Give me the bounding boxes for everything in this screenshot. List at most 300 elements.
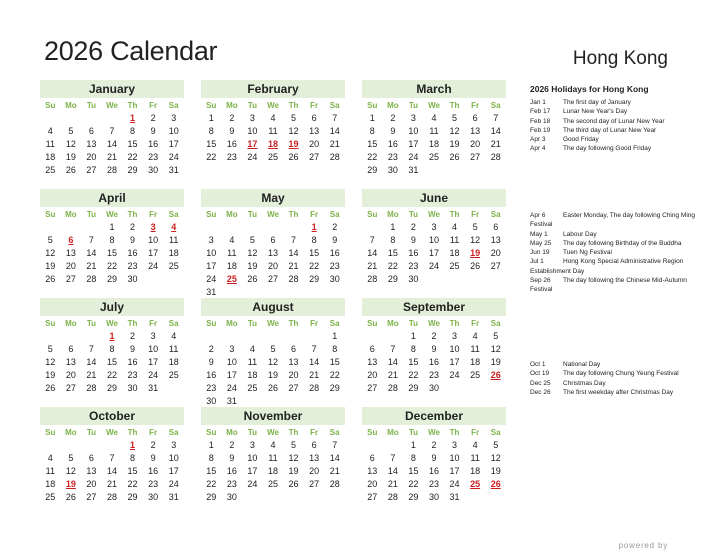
day-cell: 7	[109, 126, 115, 136]
day-cell: 5	[291, 440, 297, 450]
day-cell: 19	[45, 370, 56, 380]
day-cell: 24	[408, 152, 419, 162]
weekday-label: Tu	[86, 319, 97, 328]
day-cell: 23	[148, 152, 159, 162]
day-cell: 19	[45, 261, 56, 271]
day-cell: 13	[267, 248, 278, 258]
day-cell: 8	[410, 453, 416, 463]
day-cell: 25	[267, 479, 278, 489]
day-cell: 31	[206, 287, 217, 297]
month-header: April	[40, 189, 184, 207]
day-cell: 2	[150, 440, 156, 450]
day-cell: 21	[387, 370, 398, 380]
weekday-label: Sa	[490, 101, 501, 110]
day-cell: 24	[168, 152, 179, 162]
day-cell: 9	[150, 453, 156, 463]
day-cell: 26	[45, 274, 56, 284]
day-cell: 19	[490, 357, 501, 367]
day-cell: 1	[369, 113, 375, 123]
weekday-label: Fr	[471, 101, 480, 110]
day-cell: 12	[267, 357, 278, 367]
day-cell: 15	[408, 357, 419, 367]
day-cell: 18	[168, 357, 179, 367]
day-cell: 2	[390, 113, 396, 123]
day-cell: 11	[45, 466, 55, 476]
day-cell: 10	[428, 235, 439, 245]
day-cell: 10	[148, 344, 159, 354]
holiday-name: The third day of Lunar New Year	[563, 126, 657, 134]
holiday-entry	[530, 211, 710, 230]
weekday-label: Th	[288, 210, 299, 219]
day-cell: 25	[449, 261, 460, 271]
month-header: October	[40, 407, 184, 425]
holiday-entry	[530, 388, 710, 397]
day-cell: 3	[452, 331, 458, 341]
day-cell: 14	[387, 357, 398, 367]
month-may	[201, 189, 345, 299]
day-cell: 13	[65, 357, 76, 367]
weekday-label: Sa	[490, 319, 501, 328]
day-cell: 12	[470, 235, 481, 245]
day-cell: 16	[428, 357, 439, 367]
day-cell: 22	[206, 152, 217, 162]
holiday-date: Oct 1	[530, 361, 546, 368]
empty-day-cell	[304, 330, 325, 343]
day-cell: 2	[229, 440, 235, 450]
month-header: January	[40, 80, 184, 98]
day-cell: 12	[490, 453, 501, 463]
day-cell: 5	[47, 235, 53, 245]
day-cell: 11	[429, 126, 439, 136]
day-cell: 7	[109, 453, 115, 463]
day-cell: 30	[127, 383, 138, 393]
holiday-day-cell: 3	[150, 222, 156, 232]
weekday-label: Sa	[329, 428, 340, 437]
day-cell: 24	[168, 479, 179, 489]
holiday-entry	[530, 144, 710, 153]
weekday-label: Su	[45, 428, 56, 437]
day-cell: 23	[428, 479, 439, 489]
day-grid	[362, 330, 506, 395]
day-cell: 11	[470, 344, 480, 354]
weekday-label: Fr	[310, 101, 319, 110]
weekday-label: Th	[449, 428, 460, 437]
day-cell: 22	[367, 152, 378, 162]
weekday-label: We	[267, 319, 279, 328]
empty-day-cell	[40, 221, 61, 234]
day-cell: 4	[229, 235, 235, 245]
day-cell: 8	[390, 235, 396, 245]
weekday-label: Sa	[490, 210, 501, 219]
weekday-label: Su	[367, 428, 378, 437]
weekday-header-row	[362, 317, 506, 330]
holiday-day-cell: 19	[288, 139, 299, 149]
day-cell: 10	[168, 453, 179, 463]
holiday-entry	[530, 379, 710, 388]
month-february	[201, 80, 345, 164]
day-cell: 16	[226, 139, 237, 149]
day-cell: 18	[45, 479, 56, 489]
weekday-label: Mo	[387, 428, 399, 437]
day-cell: 14	[106, 466, 117, 476]
day-cell: 2	[410, 222, 416, 232]
day-cell: 23	[206, 383, 217, 393]
empty-day-cell	[61, 221, 82, 234]
day-cell: 5	[47, 344, 53, 354]
holiday-date: May 25	[530, 239, 552, 247]
weekday-label: Fr	[149, 210, 158, 219]
day-cell: 9	[410, 235, 416, 245]
day-cell: 13	[309, 126, 320, 136]
day-cell: 20	[490, 248, 501, 258]
day-cell: 11	[470, 453, 480, 463]
day-cell: 3	[410, 113, 416, 123]
day-cell: 26	[247, 274, 258, 284]
day-cell: 2	[332, 222, 338, 232]
day-cell: 12	[65, 466, 76, 476]
weekday-label: Su	[206, 428, 217, 437]
holiday-entry	[530, 135, 710, 144]
day-cell: 5	[493, 331, 499, 341]
holiday-name: Easter Monday, The day following Ching Ming Festival	[530, 212, 695, 229]
holiday-entry	[530, 369, 710, 378]
month-march	[362, 80, 506, 177]
day-cell: 1	[208, 440, 214, 450]
day-cell: 30	[408, 274, 419, 284]
day-cell: 31	[168, 165, 179, 175]
day-cell: 31	[226, 396, 237, 406]
day-cell: 8	[311, 235, 317, 245]
day-cell: 20	[86, 152, 97, 162]
holiday-list-q1	[530, 98, 710, 154]
month-header: July	[40, 298, 184, 316]
day-cell: 14	[86, 357, 97, 367]
weekday-label: Fr	[471, 319, 480, 328]
day-cell: 12	[288, 126, 299, 136]
empty-day-cell	[362, 330, 383, 343]
day-cell: 18	[428, 139, 439, 149]
day-cell: 9	[229, 126, 235, 136]
day-cell: 10	[148, 235, 159, 245]
weekday-label: Tu	[408, 319, 419, 328]
holiday-entry	[530, 126, 710, 135]
day-cell: 30	[148, 492, 159, 502]
weekday-label: Mo	[226, 210, 238, 219]
day-cell: 15	[309, 248, 320, 258]
day-cell: 5	[270, 344, 276, 354]
day-cell: 16	[387, 139, 398, 149]
holiday-name: Tuen Ng Festival	[563, 249, 612, 257]
day-cell: 8	[208, 126, 214, 136]
day-cell: 17	[408, 139, 419, 149]
day-cell: 22	[127, 479, 138, 489]
day-cell: 30	[387, 165, 398, 175]
holiday-entry	[530, 276, 710, 295]
day-cell: 16	[408, 248, 419, 258]
holiday-date: Feb 19	[530, 126, 551, 134]
day-cell: 9	[332, 235, 338, 245]
day-cell: 7	[88, 344, 94, 354]
day-cell: 12	[65, 139, 76, 149]
day-cell: 3	[208, 235, 214, 245]
day-cell: 14	[329, 126, 340, 136]
day-cell: 3	[431, 222, 437, 232]
holiday-name: The first weekday after Christmas Day	[563, 388, 674, 396]
day-cell: 20	[367, 479, 378, 489]
day-cell: 17	[148, 248, 159, 258]
weekday-label: Th	[449, 210, 460, 219]
day-cell: 28	[106, 165, 117, 175]
weekday-label: Sa	[168, 210, 179, 219]
day-cell: 1	[208, 113, 214, 123]
holiday-date: Jul 1	[530, 258, 544, 266]
holiday-day-cell: 1	[311, 222, 317, 232]
day-cell: 21	[106, 152, 117, 162]
day-cell: 2	[208, 344, 214, 354]
holiday-name: The first day of January	[563, 99, 631, 106]
day-cell: 24	[148, 370, 159, 380]
day-cell: 20	[288, 370, 299, 380]
day-cell: 26	[267, 383, 278, 393]
holiday-date: Dec 26	[530, 388, 551, 396]
day-cell: 6	[291, 344, 297, 354]
weekday-label: We	[106, 428, 118, 437]
day-cell: 27	[65, 274, 76, 284]
weekday-label: Tu	[408, 210, 419, 219]
day-cell: 24	[449, 479, 460, 489]
day-cell: 11	[169, 235, 179, 245]
weekday-header-row	[201, 317, 345, 330]
holiday-name: The day following the Chinese Mid-Autumn Festival	[530, 277, 687, 294]
holiday-list-q2	[530, 211, 710, 295]
day-cell: 17	[247, 466, 258, 476]
day-cell: 30	[226, 492, 237, 502]
holiday-date: Jan 1	[530, 99, 546, 106]
day-cell: 29	[106, 383, 117, 393]
weekday-label: Th	[288, 319, 299, 328]
day-cell: 2	[431, 440, 437, 450]
day-cell: 16	[148, 466, 159, 476]
holiday-date: Dec 25	[530, 379, 551, 387]
holiday-entry	[530, 107, 710, 116]
day-cell: 4	[452, 222, 458, 232]
day-cell: 21	[86, 261, 97, 271]
month-november	[201, 407, 345, 504]
day-cell: 28	[490, 152, 501, 162]
day-cell: 25	[168, 370, 179, 380]
day-cell: 28	[288, 274, 299, 284]
weekday-label: Su	[206, 101, 217, 110]
day-cell: 1	[390, 222, 396, 232]
empty-day-cell	[362, 221, 383, 234]
day-cell: 14	[367, 248, 378, 258]
day-cell: 6	[68, 344, 74, 354]
holiday-day-cell: 1	[109, 331, 115, 341]
day-cell: 5	[68, 453, 74, 463]
weekday-label: Tu	[408, 101, 419, 110]
weekday-label: Mo	[226, 101, 238, 110]
empty-day-cell	[81, 221, 102, 234]
holiday-entry	[530, 257, 710, 276]
holiday-entry	[530, 98, 710, 107]
empty-day-cell	[61, 330, 82, 343]
weekday-label: Fr	[149, 319, 158, 328]
day-cell: 16	[226, 466, 237, 476]
day-cell: 30	[206, 396, 217, 406]
month-header: August	[201, 298, 345, 316]
day-cell: 2	[150, 113, 156, 123]
day-cell: 11	[227, 248, 237, 258]
day-cell: 20	[267, 261, 278, 271]
day-cell: 2	[229, 113, 235, 123]
day-cell: 30	[148, 165, 159, 175]
day-cell: 25	[45, 492, 56, 502]
month-august	[201, 298, 345, 408]
day-cell: 2	[130, 331, 136, 341]
weekday-label: We	[267, 210, 279, 219]
day-cell: 27	[367, 492, 378, 502]
month-october	[40, 407, 184, 504]
day-cell: 27	[367, 383, 378, 393]
day-cell: 11	[45, 139, 55, 149]
day-cell: 29	[408, 383, 419, 393]
day-cell: 17	[148, 357, 159, 367]
month-april	[40, 189, 184, 286]
day-cell: 28	[86, 383, 97, 393]
holiday-name: The second day of Lunar New Year	[563, 117, 665, 125]
day-grid	[201, 112, 345, 164]
day-cell: 9	[208, 357, 214, 367]
day-cell: 1	[410, 440, 416, 450]
month-header: December	[362, 407, 506, 425]
day-cell: 13	[367, 357, 378, 367]
day-cell: 24	[449, 370, 460, 380]
day-cell: 22	[106, 261, 117, 271]
day-cell: 11	[449, 235, 460, 245]
empty-day-cell	[283, 221, 304, 234]
day-cell: 23	[127, 370, 138, 380]
month-header: May	[201, 189, 345, 207]
day-cell: 7	[291, 235, 297, 245]
empty-day-cell	[383, 439, 404, 452]
day-cell: 21	[309, 370, 320, 380]
day-cell: 7	[369, 235, 375, 245]
weekday-label: Mo	[387, 210, 399, 219]
day-cell: 26	[470, 261, 481, 271]
day-cell: 28	[387, 383, 398, 393]
day-cell: 25	[247, 383, 258, 393]
day-cell: 5	[249, 235, 255, 245]
day-cell: 3	[171, 440, 177, 450]
day-cell: 13	[288, 357, 299, 367]
month-july	[40, 298, 184, 395]
day-cell: 22	[329, 370, 340, 380]
empty-day-cell	[40, 439, 61, 452]
day-cell: 24	[148, 261, 159, 271]
holidays-title: 2026 Holidays for Hong Kong	[530, 84, 649, 94]
weekday-label: Fr	[310, 319, 319, 328]
day-cell: 14	[387, 466, 398, 476]
day-cell: 17	[226, 370, 237, 380]
empty-day-cell	[283, 330, 304, 343]
day-cell: 26	[288, 479, 299, 489]
day-cell: 29	[206, 492, 217, 502]
day-cell: 5	[493, 440, 499, 450]
day-cell: 28	[106, 492, 117, 502]
day-cell: 14	[309, 357, 320, 367]
day-grid	[40, 330, 184, 395]
day-cell: 21	[329, 466, 340, 476]
weekday-label: Mo	[65, 210, 77, 219]
holiday-list-q4	[530, 360, 710, 397]
day-cell: 19	[65, 152, 76, 162]
holiday-date: Feb 17	[530, 108, 551, 116]
day-cell: 2	[431, 331, 437, 341]
day-cell: 23	[226, 152, 237, 162]
empty-day-cell	[201, 330, 222, 343]
day-cell: 29	[309, 274, 320, 284]
day-cell: 27	[267, 274, 278, 284]
day-cell: 29	[127, 492, 138, 502]
weekday-label: We	[428, 210, 440, 219]
day-grid	[40, 439, 184, 504]
day-grid	[362, 221, 506, 286]
day-cell: 23	[408, 261, 419, 271]
holiday-date: Jun 19	[530, 249, 550, 257]
day-cell: 19	[288, 466, 299, 476]
day-cell: 28	[367, 274, 378, 284]
day-cell: 12	[288, 453, 299, 463]
day-cell: 10	[408, 126, 419, 136]
day-cell: 8	[410, 344, 416, 354]
weekday-label: Th	[449, 319, 460, 328]
day-cell: 8	[130, 453, 136, 463]
weekday-label: Sa	[329, 210, 340, 219]
day-cell: 4	[249, 344, 255, 354]
day-cell: 25	[45, 165, 56, 175]
empty-day-cell	[242, 330, 263, 343]
day-cell: 4	[472, 331, 478, 341]
day-cell: 18	[168, 248, 179, 258]
day-cell: 28	[329, 479, 340, 489]
weekday-label: Th	[449, 101, 460, 110]
holiday-day-cell: 26	[490, 479, 501, 489]
day-cell: 30	[428, 492, 439, 502]
day-cell: 20	[367, 370, 378, 380]
weekday-label: We	[428, 101, 440, 110]
weekday-label: Fr	[310, 428, 319, 437]
weekday-label: Tu	[86, 101, 97, 110]
holiday-name: Hong Kong Special Administrative Region Establishment Day	[530, 258, 684, 275]
empty-day-cell	[102, 112, 123, 125]
day-cell: 29	[106, 274, 117, 284]
day-cell: 26	[45, 383, 56, 393]
day-grid	[362, 439, 506, 504]
day-cell: 19	[449, 139, 460, 149]
day-cell: 18	[45, 152, 56, 162]
day-grid	[40, 112, 184, 177]
weekday-header-row	[40, 426, 184, 439]
day-cell: 13	[309, 453, 320, 463]
holiday-day-cell: 19	[65, 479, 76, 489]
holiday-name: National Day	[563, 361, 601, 368]
day-cell: 23	[226, 479, 237, 489]
powered-by-text: powered by	[618, 541, 668, 550]
day-cell: 27	[470, 152, 481, 162]
holiday-name: The day following Chung Yeung Festival	[563, 370, 679, 378]
holiday-date: Apr 4	[530, 145, 546, 153]
empty-day-cell	[222, 221, 243, 234]
